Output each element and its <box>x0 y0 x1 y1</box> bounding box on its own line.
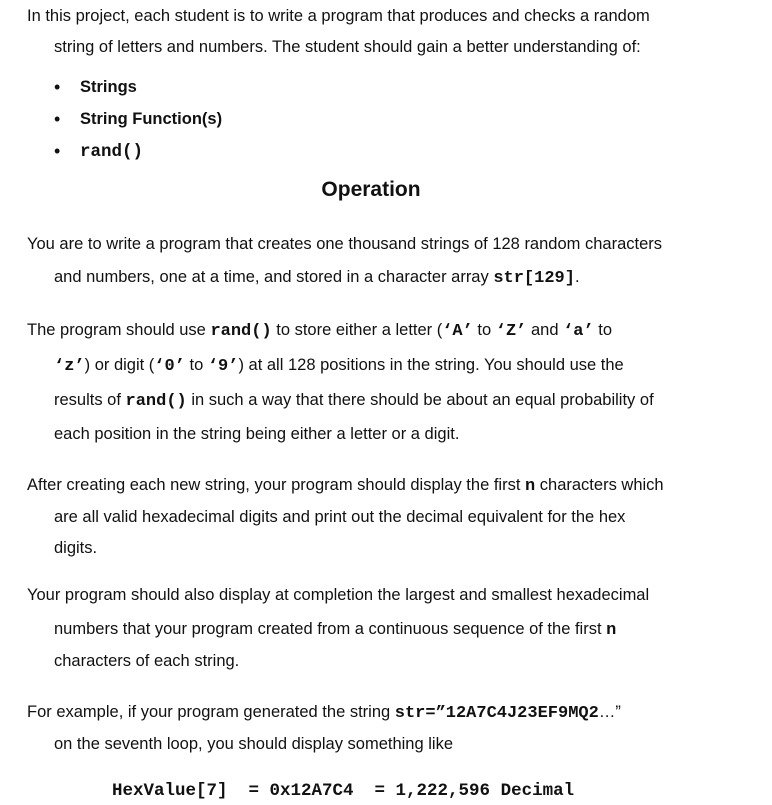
char-digit-0: ‘0’ <box>154 357 185 376</box>
p3-line-3: digits. <box>54 539 98 557</box>
char-lower-z: ‘z’ <box>54 357 85 376</box>
p5-text: For example, if your program generated the string <box>27 703 395 721</box>
intro-line-1: In this project, each student is to write a program that produces and checks a random <box>27 7 650 25</box>
p2-text: ) or digit ( <box>84 356 155 374</box>
n-code: n <box>525 477 536 496</box>
char-upper-z: ‘Z’ <box>495 322 527 341</box>
bullet-rand: rand() <box>80 142 144 162</box>
p2-text: to store either a letter ( <box>271 321 443 339</box>
p2-text: to <box>184 356 208 374</box>
bullet-icon: • <box>54 109 61 129</box>
p5-text: …” <box>598 703 621 721</box>
p3-text: characters which <box>535 476 664 494</box>
str-array-code: str[129] <box>493 269 575 288</box>
p2-text: results of <box>54 391 126 409</box>
p1-period: . <box>574 268 580 286</box>
bullet-string-functions: String Function(s) <box>80 110 223 128</box>
p2-text: to <box>593 321 613 339</box>
intro-line-2: string of letters and numbers. The student should gain a better understanding of: <box>54 38 641 56</box>
p1-line-2 <box>54 268 580 288</box>
p3-line-2: are all valid hexadecimal digits and print out the decimal equivalent for the hex <box>54 508 626 526</box>
p4-line-1: Your program should also display at completion the largest and smallest hexadecimal <box>27 586 650 604</box>
bullet-strings: Strings <box>80 78 137 96</box>
char-digit-9: ‘9’ <box>207 357 239 376</box>
p3-line-1 <box>27 476 664 496</box>
p3-text: After creating each new string, your program should display the first <box>27 476 525 494</box>
bullet-icon: • <box>54 141 61 161</box>
example-string-code: str=”12A7C4J23EF9MQ2 <box>394 704 599 723</box>
p2-text: and <box>526 321 564 339</box>
example-output: HexValue[7] = 0x12A7C4 = 1,222,596 Decimal <box>112 781 575 801</box>
p5-line-2: on the seventh loop, you should display something like <box>54 735 454 753</box>
p2-line-1 <box>27 321 612 341</box>
bullet-icon: • <box>54 77 61 97</box>
p4-line-3: characters of each string. <box>54 652 240 670</box>
p1-line-1: You are to write a program that creates one thousand strings of 128 random characters <box>27 235 663 253</box>
char-lower-a: ‘a’ <box>563 322 594 341</box>
p2-line-2 <box>54 356 624 376</box>
operation-heading: Operation <box>321 178 421 201</box>
p2-text: The program should use <box>27 321 211 339</box>
p2-text: ) at all 128 positions in the string. You should use the <box>238 356 624 374</box>
p2-text: to <box>472 321 496 339</box>
p2-text: in such a way that there should be about an equal probability of <box>186 391 654 409</box>
p4-text: numbers that your program created from a continuous sequence of the first <box>54 620 607 638</box>
p5-line-1 <box>27 703 621 723</box>
p1-text: and numbers, one at a time, and stored in a character array <box>54 268 494 286</box>
n-code: n <box>606 621 617 640</box>
rand-code: rand() <box>125 392 187 411</box>
p2-line-3 <box>54 391 654 411</box>
p2-line-4: each position in the string being either a letter or a digit. <box>54 425 460 443</box>
rand-code: rand() <box>210 322 272 341</box>
char-upper-a: ‘A’ <box>442 322 473 341</box>
p4-line-2 <box>54 620 616 640</box>
